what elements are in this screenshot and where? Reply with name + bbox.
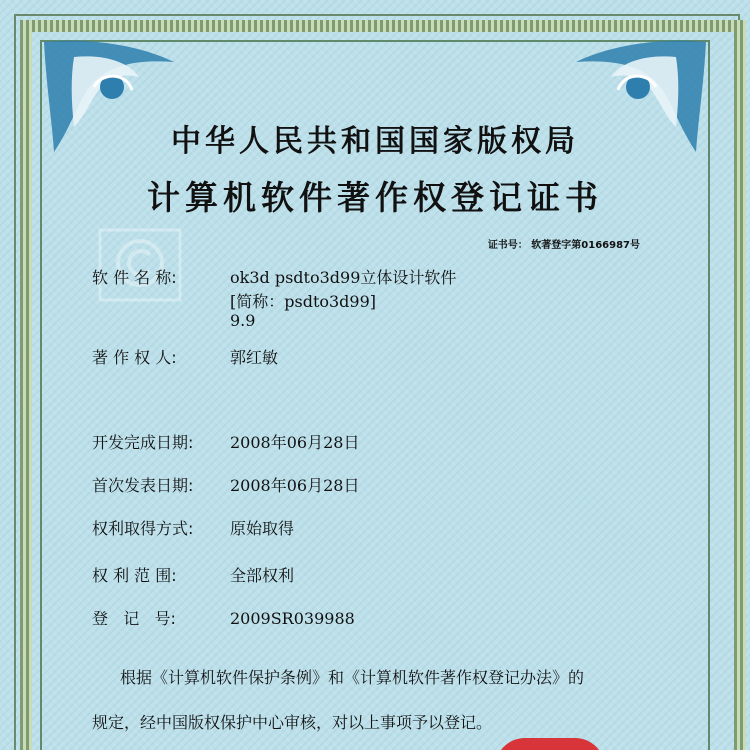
field-value: ok3d psdto3d99立体设计软件 bbox=[230, 268, 457, 287]
issuer-title: 中华人民共和国国家版权局 bbox=[171, 124, 579, 159]
field-completion-date bbox=[92, 430, 359, 453]
certificate-number: 证书号： 软著登字第0166987号 bbox=[487, 240, 640, 251]
field-value: 2009SR039988 bbox=[230, 609, 355, 628]
field-value: 全部权利 bbox=[230, 566, 295, 585]
field-value: 郭红敏 bbox=[230, 348, 279, 367]
field-copyright-holder bbox=[92, 345, 278, 368]
field-scope bbox=[92, 563, 294, 586]
field-first-publish-date bbox=[92, 473, 359, 496]
field-software-name bbox=[92, 265, 456, 288]
field-value: 原始取得 bbox=[230, 519, 295, 538]
certificate-title: 计算机软件著作权登记证书 bbox=[147, 178, 603, 217]
statement-line-2: 规定，经中国版权保护中心审核，对以上事项予以登记。 bbox=[92, 713, 493, 732]
field-label: 权利取得方式: bbox=[92, 519, 194, 538]
field-label: 登 记 号: bbox=[92, 609, 176, 628]
field-acquisition-method bbox=[92, 516, 294, 539]
field-label: 开发完成日期: bbox=[92, 433, 194, 452]
field-label: 软 件 名 称: bbox=[92, 268, 177, 287]
field-label: 权 利 范 围: bbox=[92, 566, 177, 585]
field-value: 2008年06月28日 bbox=[230, 476, 360, 495]
software-short-name: [简称：psdto3d99] bbox=[230, 292, 377, 311]
field-registration-number bbox=[92, 606, 355, 629]
statement-line-1: 根据《计算机软件保护条例》和《计算机软件著作权登记办法》的 bbox=[120, 668, 585, 687]
field-value: 2008年06月28日 bbox=[230, 433, 360, 452]
field-label: 首次发表日期: bbox=[92, 476, 194, 495]
field-label: 著 作 权 人: bbox=[92, 348, 177, 367]
software-version: 9.9 bbox=[230, 311, 256, 330]
